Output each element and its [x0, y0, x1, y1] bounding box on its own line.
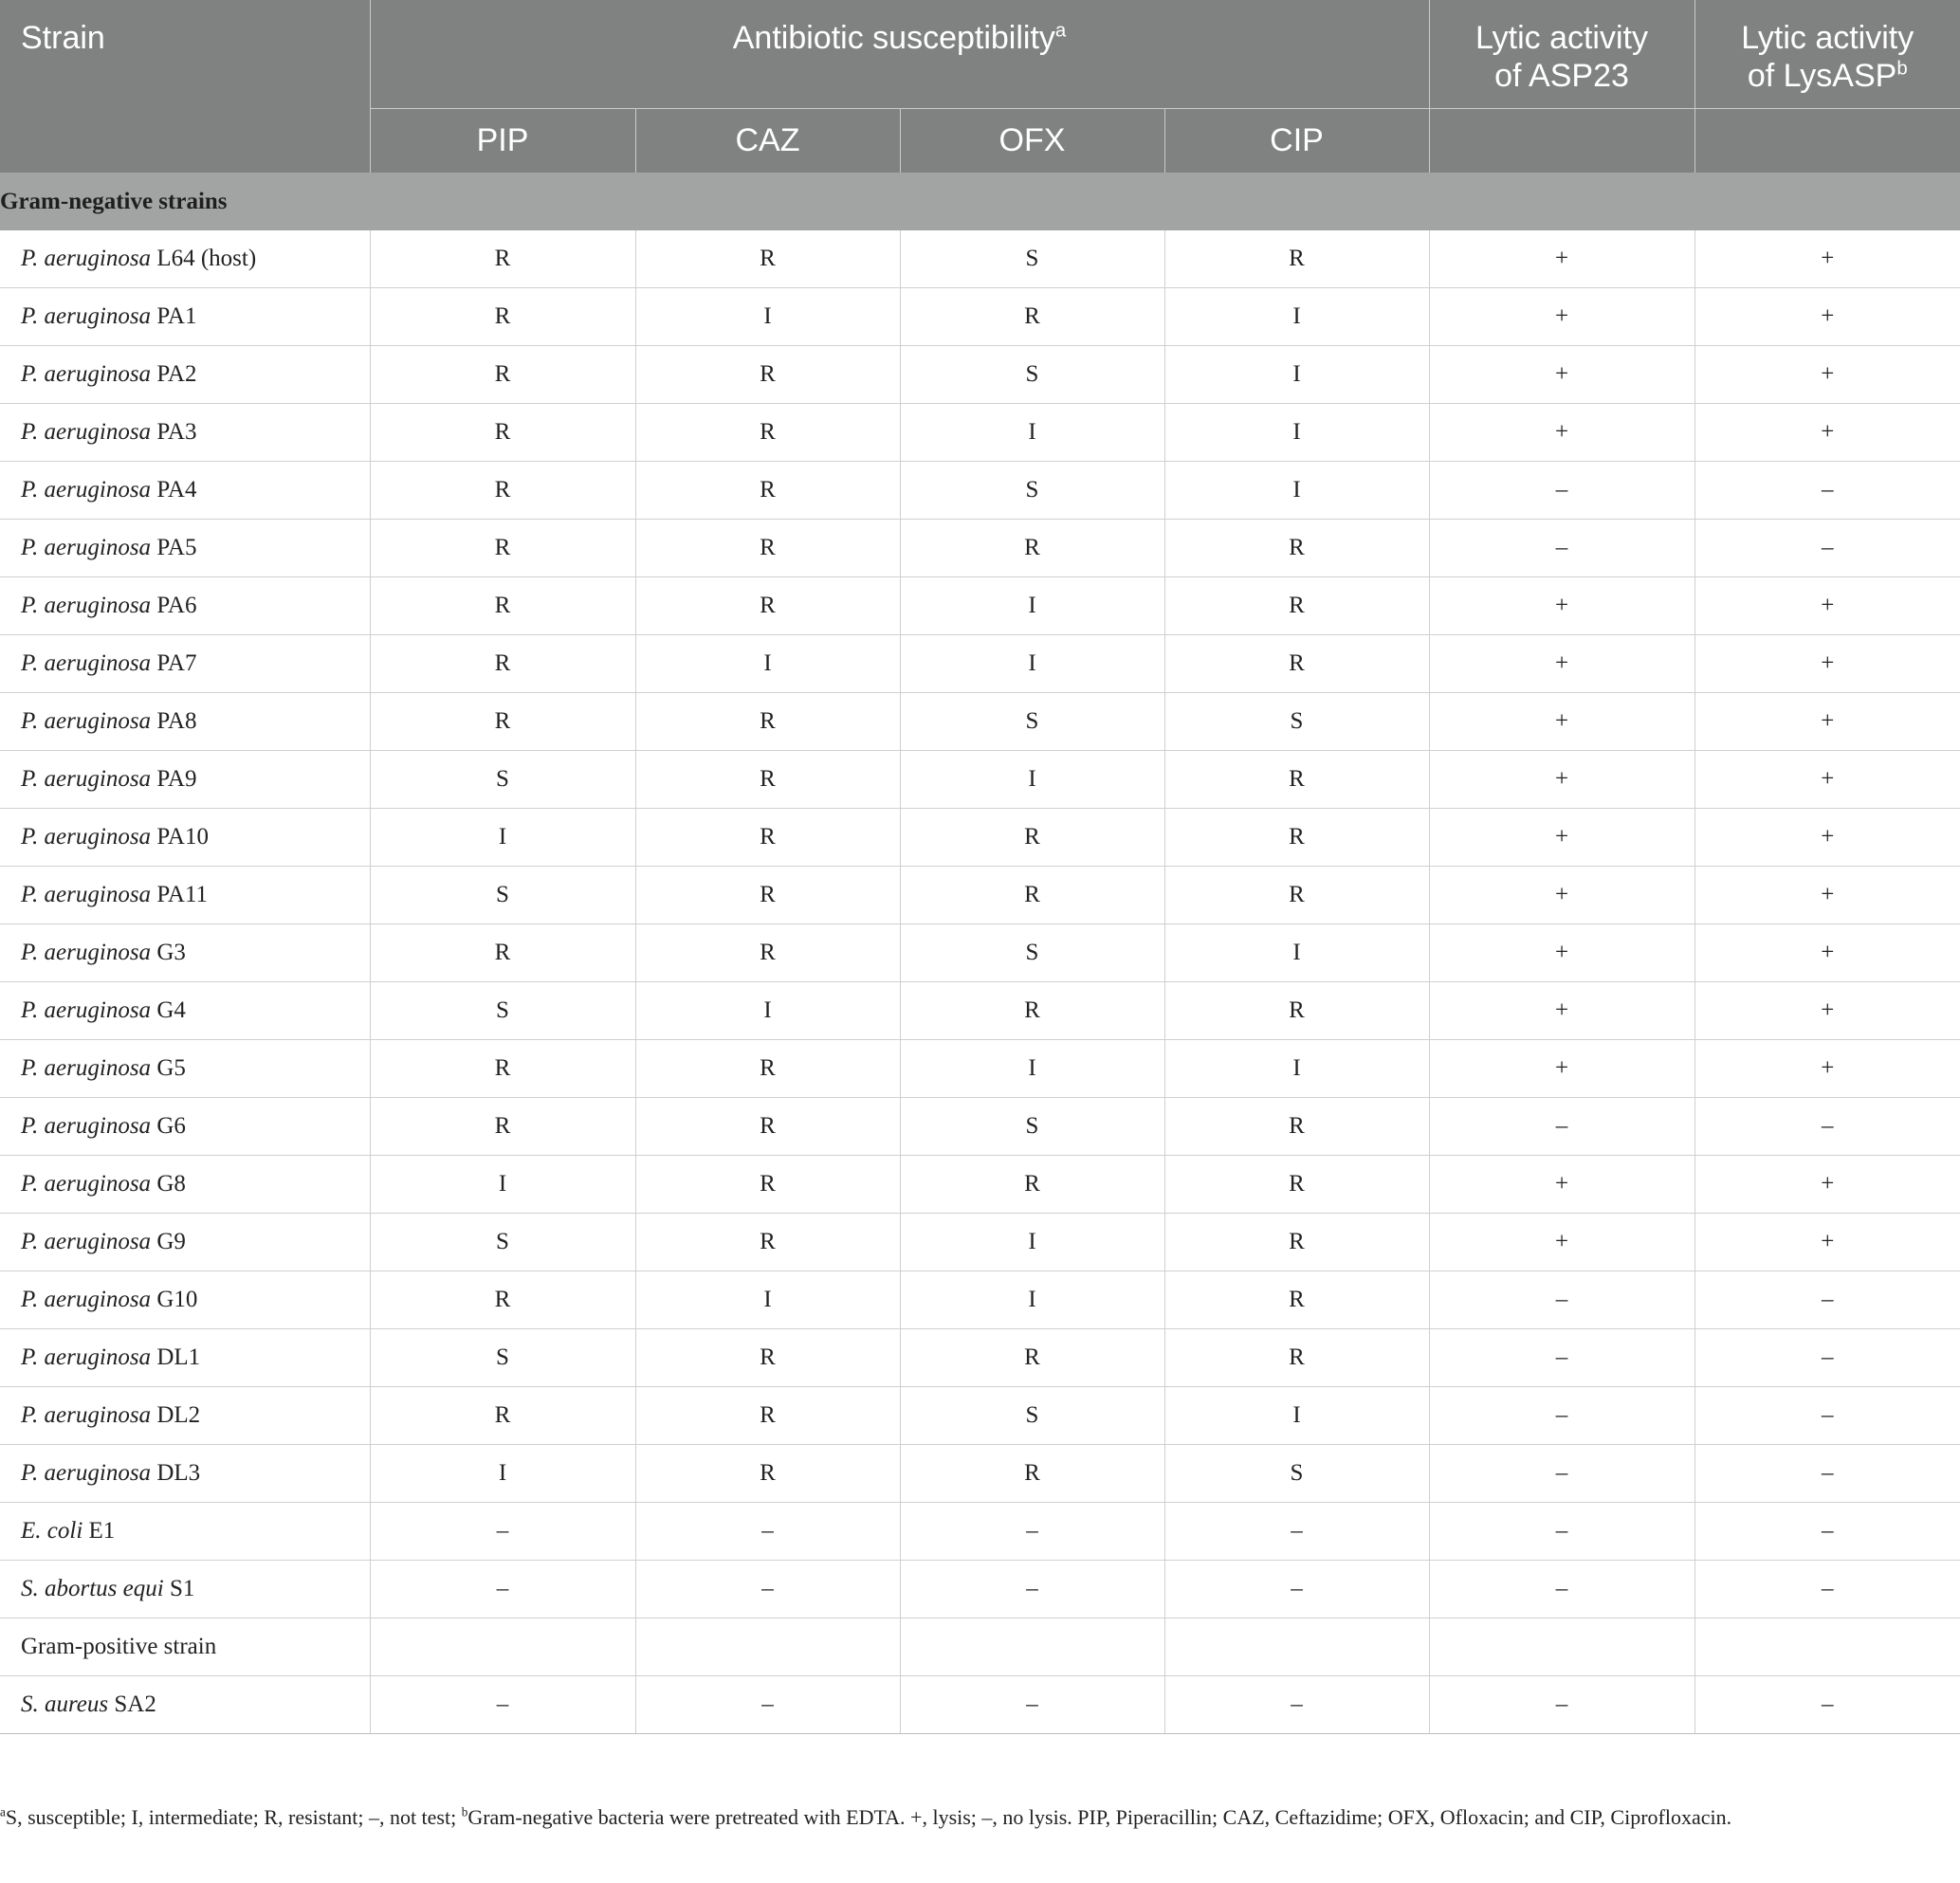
strain-id: PA7	[156, 650, 197, 676]
species-name: P. aeruginosa	[21, 477, 152, 503]
species-name: P. aeruginosa	[21, 824, 152, 850]
asp23-cell: +	[1429, 867, 1694, 924]
species-name: P. aeruginosa	[21, 766, 152, 792]
table-row	[0, 867, 1960, 924]
asp23-cell: +	[1429, 288, 1694, 346]
header-pip: PIP	[370, 108, 635, 173]
asp23-cell: +	[1429, 230, 1694, 288]
cip-cell	[1164, 1618, 1429, 1676]
asp23-cell: +	[1429, 1040, 1694, 1098]
lysasp-cell: +	[1694, 867, 1960, 924]
asp23-cell: –	[1429, 1445, 1694, 1503]
table-row	[0, 635, 1960, 693]
pip-cell	[370, 1618, 635, 1676]
strain-id: PA11	[156, 882, 209, 907]
table-row	[0, 404, 1960, 462]
lysasp-cell: +	[1694, 577, 1960, 635]
strain-name-cell	[0, 1329, 370, 1387]
table-row	[0, 1156, 1960, 1214]
lysasp-cell: +	[1694, 1156, 1960, 1214]
asp23-cell: +	[1429, 924, 1694, 982]
strain-id: G8	[156, 1171, 186, 1197]
lysasp-cell: –	[1694, 1503, 1960, 1561]
caz-cell: R	[635, 404, 900, 462]
species-name: P. aeruginosa	[21, 997, 152, 1023]
caz-cell	[635, 1618, 900, 1676]
asp23-cell: –	[1429, 1387, 1694, 1445]
asp23-cell: +	[1429, 982, 1694, 1040]
caz-cell: R	[635, 577, 900, 635]
species-name: P. aeruginosa	[21, 1402, 152, 1428]
strain-id: PA1	[156, 303, 197, 329]
ofx-cell: –	[900, 1561, 1164, 1618]
strain-name-cell	[0, 462, 370, 520]
pip-cell: S	[370, 1329, 635, 1387]
lysasp-cell: +	[1694, 924, 1960, 982]
strain-id: E1	[88, 1518, 116, 1544]
caz-cell: R	[635, 1214, 900, 1271]
pip-cell: R	[370, 1271, 635, 1329]
caz-cell: I	[635, 982, 900, 1040]
strain-name-cell	[0, 751, 370, 809]
caz-cell: I	[635, 1271, 900, 1329]
cip-cell: I	[1164, 288, 1429, 346]
table-row	[0, 288, 1960, 346]
asp23-cell: –	[1429, 1503, 1694, 1561]
strain-name-cell	[0, 1214, 370, 1271]
caz-cell: R	[635, 1040, 900, 1098]
strain-id: G10	[156, 1287, 198, 1312]
species-name: P. aeruginosa	[21, 650, 152, 676]
species-name: E. coli	[21, 1518, 83, 1544]
strain-name-cell	[0, 1503, 370, 1561]
cip-cell: R	[1164, 867, 1429, 924]
asp23-cell: –	[1429, 1271, 1694, 1329]
header-cip: CIP	[1164, 108, 1429, 173]
asp23-cell: +	[1429, 809, 1694, 867]
strain-id: Gram-positive strain	[21, 1634, 217, 1659]
species-name: S. abortus equi	[21, 1576, 164, 1601]
ofx-cell: S	[900, 1098, 1164, 1156]
lysasp-cell: +	[1694, 809, 1960, 867]
species-name: P. aeruginosa	[21, 1113, 152, 1139]
strain-name-cell	[0, 635, 370, 693]
species-name: P. aeruginosa	[21, 303, 152, 329]
strain-id: S1	[169, 1576, 195, 1601]
table-footnote	[0, 1801, 1944, 1834]
header-antibiotic-susceptibility: Antibiotic susceptibility$^a$	[370, 0, 1429, 108]
strain-name-cell	[0, 346, 370, 404]
lysasp-cell: +	[1694, 404, 1960, 462]
lysasp-cell: –	[1694, 520, 1960, 577]
pip-cell: S	[370, 1214, 635, 1271]
caz-cell: R	[635, 1098, 900, 1156]
header-ofx: OFX	[900, 108, 1164, 173]
species-name: P. aeruginosa	[21, 1171, 152, 1197]
table-row	[0, 1561, 1960, 1618]
footnote-a-mark: a	[0, 1804, 6, 1819]
strain-name-cell	[0, 288, 370, 346]
table-row	[0, 924, 1960, 982]
lysasp-cell: +	[1694, 1214, 1960, 1271]
pip-cell: R	[370, 288, 635, 346]
table-row	[0, 1387, 1960, 1445]
table-row	[0, 577, 1960, 635]
header-lytic-lysasp-blank	[1694, 108, 1960, 173]
ofx-cell: R	[900, 982, 1164, 1040]
table-row	[0, 1098, 1960, 1156]
cip-cell: R	[1164, 982, 1429, 1040]
cip-cell: R	[1164, 577, 1429, 635]
caz-cell: R	[635, 1156, 900, 1214]
strain-name-cell	[0, 1098, 370, 1156]
caz-cell: R	[635, 520, 900, 577]
ofx-cell: I	[900, 404, 1164, 462]
caz-cell: R	[635, 1445, 900, 1503]
asp23-cell: +	[1429, 693, 1694, 751]
table-row	[0, 346, 1960, 404]
cip-cell: R	[1164, 230, 1429, 288]
header-caz: CAZ	[635, 108, 900, 173]
strain-name-cell	[0, 1271, 370, 1329]
strain-id: DL3	[156, 1460, 201, 1486]
caz-cell: I	[635, 635, 900, 693]
ofx-cell: –	[900, 1676, 1164, 1734]
table-row	[0, 1503, 1960, 1561]
caz-cell: –	[635, 1561, 900, 1618]
cip-cell: I	[1164, 1040, 1429, 1098]
lysasp-cell: –	[1694, 1271, 1960, 1329]
asp23-cell: –	[1429, 1098, 1694, 1156]
strain-name-cell	[0, 404, 370, 462]
strain-id: G4	[156, 997, 186, 1023]
cip-cell: R	[1164, 809, 1429, 867]
footnote-mark-b: b	[1896, 58, 1908, 80]
strain-name-cell	[0, 809, 370, 867]
ofx-cell	[900, 1618, 1164, 1676]
ofx-cell: R	[900, 1156, 1164, 1214]
pip-cell: R	[370, 1040, 635, 1098]
pip-cell: R	[370, 462, 635, 520]
header-lytic-asp23-blank	[1429, 108, 1694, 173]
lysasp-cell: +	[1694, 693, 1960, 751]
header-row-top	[0, 0, 1960, 108]
pip-cell: S	[370, 751, 635, 809]
strain-name-cell	[0, 867, 370, 924]
strain-id: G5	[156, 1055, 186, 1081]
caz-cell: I	[635, 288, 900, 346]
ofx-cell: I	[900, 1040, 1164, 1098]
strain-id: SA2	[114, 1691, 156, 1717]
lysasp-cell: +	[1694, 982, 1960, 1040]
lysasp-cell	[1694, 1618, 1960, 1676]
table-row	[0, 462, 1960, 520]
cip-cell: –	[1164, 1503, 1429, 1561]
table-row	[0, 1271, 1960, 1329]
ofx-cell: –	[900, 1503, 1164, 1561]
species-name: P. aeruginosa	[21, 882, 152, 907]
species-name: P. aeruginosa	[21, 1229, 152, 1254]
ofx-cell: I	[900, 751, 1164, 809]
table-row	[0, 1214, 1960, 1271]
cip-cell: I	[1164, 1387, 1429, 1445]
footnote-b-text: Gram-negative bacteria were pretreated with EDTA. +, lysis; –, no lysis. PIP, Piperacillin; CAZ, Ceftazidime; OFX, Ofloxacin; and CIP, Ciprofloxacin.	[467, 1805, 1732, 1829]
asp23-cell: +	[1429, 346, 1694, 404]
caz-cell: –	[635, 1503, 900, 1561]
asp23-cell: –	[1429, 520, 1694, 577]
strain-id: G3	[156, 940, 186, 965]
cip-cell: I	[1164, 462, 1429, 520]
strain-name-cell	[0, 1387, 370, 1445]
caz-cell: R	[635, 1387, 900, 1445]
strain-name-cell	[0, 1561, 370, 1618]
asp23-cell: –	[1429, 1329, 1694, 1387]
species-name: P. aeruginosa	[21, 1287, 152, 1312]
table-row	[0, 693, 1960, 751]
table-row	[0, 230, 1960, 288]
table-row	[0, 1445, 1960, 1503]
ofx-cell: I	[900, 635, 1164, 693]
strain-id: PA5	[156, 535, 197, 560]
strain-id: L64 (host)	[156, 246, 257, 271]
asp23-cell: –	[1429, 1676, 1694, 1734]
cip-cell: R	[1164, 1271, 1429, 1329]
cip-cell: R	[1164, 520, 1429, 577]
asp23-cell: +	[1429, 1156, 1694, 1214]
species-name: P. aeruginosa	[21, 246, 152, 271]
pip-cell: R	[370, 924, 635, 982]
asp23-cell: +	[1429, 635, 1694, 693]
ofx-cell: R	[900, 288, 1164, 346]
asp23-cell: –	[1429, 1561, 1694, 1618]
strain-id: PA8	[156, 708, 197, 734]
asp23-cell: +	[1429, 404, 1694, 462]
cip-cell: R	[1164, 635, 1429, 693]
strain-id: PA10	[156, 824, 209, 850]
table-row	[0, 982, 1960, 1040]
asp23-cell: –	[1429, 462, 1694, 520]
header-lytic-lysasp: Lytic activity of LysASP$^b$	[1694, 0, 1960, 108]
ofx-cell: S	[900, 924, 1164, 982]
cip-cell: I	[1164, 404, 1429, 462]
lysasp-cell: –	[1694, 462, 1960, 520]
asp23-cell: +	[1429, 1214, 1694, 1271]
strain-name-cell	[0, 1676, 370, 1734]
ofx-cell: R	[900, 1329, 1164, 1387]
strain-id: DL1	[156, 1344, 201, 1370]
strain-id: PA4	[156, 477, 197, 503]
pip-cell: I	[370, 1445, 635, 1503]
asp23-cell: +	[1429, 577, 1694, 635]
pip-cell: R	[370, 1098, 635, 1156]
lysasp-cell: +	[1694, 230, 1960, 288]
species-name: P. aeruginosa	[21, 1055, 152, 1081]
pip-cell: I	[370, 809, 635, 867]
species-name: P. aeruginosa	[21, 535, 152, 560]
caz-cell: –	[635, 1676, 900, 1734]
cip-cell: S	[1164, 693, 1429, 751]
lysasp-cell: +	[1694, 288, 1960, 346]
species-name: P. aeruginosa	[21, 593, 152, 618]
pip-cell: I	[370, 1156, 635, 1214]
cip-cell: I	[1164, 924, 1429, 982]
table-row	[0, 1676, 1960, 1734]
strain-name-cell	[0, 577, 370, 635]
caz-cell: R	[635, 693, 900, 751]
strain-name-cell	[0, 982, 370, 1040]
cip-cell: –	[1164, 1676, 1429, 1734]
strain-name-cell	[0, 230, 370, 288]
header-strain: Strain	[0, 0, 370, 173]
pip-cell: S	[370, 867, 635, 924]
cip-cell: R	[1164, 1156, 1429, 1214]
strain-id: PA3	[156, 419, 197, 445]
strain-id: G6	[156, 1113, 186, 1139]
pip-cell: R	[370, 1387, 635, 1445]
ofx-cell: S	[900, 230, 1164, 288]
strain-id: DL2	[156, 1402, 201, 1428]
strain-name-cell	[0, 520, 370, 577]
strain-name-cell	[0, 1445, 370, 1503]
ofx-cell: R	[900, 867, 1164, 924]
table-row	[0, 1618, 1960, 1676]
ofx-cell: S	[900, 1387, 1164, 1445]
pip-cell: R	[370, 635, 635, 693]
section-gram-negative	[0, 173, 1960, 230]
strain-name-cell	[0, 1040, 370, 1098]
table-row	[0, 1329, 1960, 1387]
lysasp-cell: –	[1694, 1387, 1960, 1445]
species-name: P. aeruginosa	[21, 1460, 152, 1486]
species-name: S. aureus	[21, 1691, 109, 1717]
lysasp-cell: +	[1694, 1040, 1960, 1098]
caz-cell: R	[635, 230, 900, 288]
cip-cell: –	[1164, 1561, 1429, 1618]
ofx-cell: I	[900, 1271, 1164, 1329]
strain-name-cell	[0, 1618, 370, 1676]
caz-cell: R	[635, 346, 900, 404]
species-name: P. aeruginosa	[21, 419, 152, 445]
cip-cell: R	[1164, 1098, 1429, 1156]
pip-cell: R	[370, 520, 635, 577]
footnote-mark-a: a	[1054, 20, 1067, 42]
cip-cell: I	[1164, 346, 1429, 404]
cip-cell: R	[1164, 751, 1429, 809]
caz-cell: R	[635, 462, 900, 520]
ofx-cell: R	[900, 1445, 1164, 1503]
species-name: P. aeruginosa	[21, 708, 152, 734]
strain-id: PA9	[156, 766, 197, 792]
lysasp-cell: –	[1694, 1329, 1960, 1387]
pip-cell: –	[370, 1503, 635, 1561]
lysasp-cell: –	[1694, 1098, 1960, 1156]
ofx-cell: R	[900, 809, 1164, 867]
pip-cell: R	[370, 346, 635, 404]
strain-name-cell	[0, 924, 370, 982]
pip-cell: R	[370, 404, 635, 462]
cip-cell: S	[1164, 1445, 1429, 1503]
lysasp-cell: –	[1694, 1445, 1960, 1503]
pip-cell: –	[370, 1676, 635, 1734]
caz-cell: R	[635, 924, 900, 982]
pip-cell: R	[370, 230, 635, 288]
cip-cell: R	[1164, 1329, 1429, 1387]
ofx-cell: S	[900, 346, 1164, 404]
footnote-b-mark: b	[461, 1804, 468, 1819]
asp23-cell	[1429, 1618, 1694, 1676]
asp23-cell: +	[1429, 751, 1694, 809]
ofx-cell: S	[900, 462, 1164, 520]
lysasp-cell: +	[1694, 635, 1960, 693]
ofx-cell: I	[900, 577, 1164, 635]
strain-name-cell	[0, 1156, 370, 1214]
strain-name-cell	[0, 693, 370, 751]
lysasp-cell: –	[1694, 1676, 1960, 1734]
ofx-cell: I	[900, 1214, 1164, 1271]
caz-cell: R	[635, 809, 900, 867]
strain-id: PA6	[156, 593, 197, 618]
pip-cell: R	[370, 577, 635, 635]
ofx-cell: R	[900, 520, 1164, 577]
table-row	[0, 520, 1960, 577]
table-row	[0, 751, 1960, 809]
lysasp-cell: +	[1694, 751, 1960, 809]
species-name: P. aeruginosa	[21, 361, 152, 387]
species-name: P. aeruginosa	[21, 1344, 152, 1370]
pip-cell: S	[370, 982, 635, 1040]
table-row	[0, 1040, 1960, 1098]
header-lytic-asp23: Lytic activity of ASP23	[1429, 0, 1694, 108]
ofx-cell: S	[900, 693, 1164, 751]
lysasp-cell: –	[1694, 1561, 1960, 1618]
cip-cell: R	[1164, 1214, 1429, 1271]
pip-cell: –	[370, 1561, 635, 1618]
caz-cell: R	[635, 1329, 900, 1387]
pip-cell: R	[370, 693, 635, 751]
section-label: Gram-negative strains	[0, 173, 1960, 230]
strain-id: G9	[156, 1229, 186, 1254]
table-row	[0, 809, 1960, 867]
caz-cell: R	[635, 751, 900, 809]
caz-cell: R	[635, 867, 900, 924]
strain-id: PA2	[156, 361, 197, 387]
footnote-a-text: S, susceptible; I, intermediate; R, resistant; –, not test;	[5, 1805, 462, 1829]
species-name: P. aeruginosa	[21, 940, 152, 965]
lysasp-cell: +	[1694, 346, 1960, 404]
